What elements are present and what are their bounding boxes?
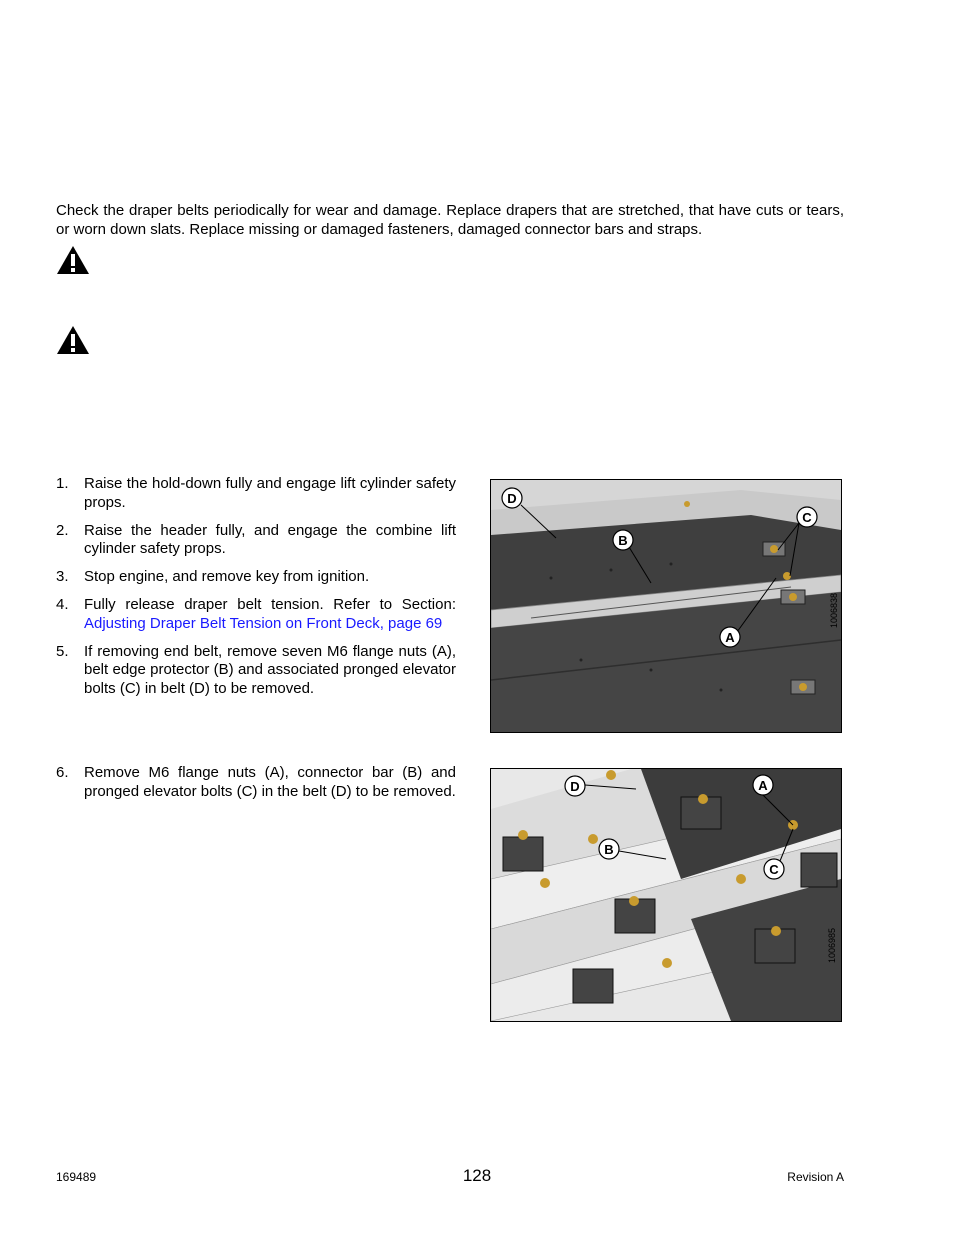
step-item	[56, 568, 456, 587]
figure-number: 1006985	[827, 927, 837, 963]
callout-d: D	[507, 491, 517, 506]
step-text: Raise the hold-down fully and engage lift cylinder safety props.	[84, 475, 456, 511]
procedure-steps-6	[56, 764, 456, 811]
document-number: 169489	[56, 1170, 97, 1184]
step-item	[56, 596, 456, 633]
callout-d: D	[570, 779, 580, 794]
step-number: 4.	[56, 596, 69, 613]
step-number: 5.	[56, 642, 69, 660]
warning-icon	[55, 324, 91, 356]
page-number: 128	[462, 1166, 492, 1185]
step-item	[56, 764, 456, 801]
step-item	[56, 643, 456, 699]
step-number: 1.	[56, 475, 69, 492]
step-item	[56, 475, 456, 512]
callout-b: B	[604, 842, 614, 857]
callout-a: A	[725, 630, 735, 645]
step-text: Fully release draper belt tension. Refer to Section:	[84, 596, 456, 613]
figure-end-belt	[490, 479, 842, 733]
step-text: If removing end belt, remove seven M6 flange nuts (A), belt edge protector (B) and associated pronged elevator bolts (C) in belt (D) to be removed.	[84, 642, 456, 697]
revision-label: Revision A	[787, 1170, 844, 1184]
figure-connector-bar	[490, 768, 842, 1022]
callout-c: C	[802, 510, 812, 525]
step-text: Raise the header fully, and engage the combine lift cylinder safety props.	[84, 521, 456, 557]
step-number: 2.	[56, 521, 69, 539]
figure-illustration	[491, 769, 841, 1021]
warning-icon	[55, 244, 91, 276]
callout-a: A	[758, 778, 768, 793]
step-text: Stop engine, and remove key from ignition.	[84, 568, 370, 585]
procedure-steps-1-5	[56, 475, 456, 708]
cross-reference-link[interactable]: Adjusting Draper Belt Tension on Front Deck, page 69	[84, 614, 443, 632]
step-item	[56, 522, 456, 559]
intro-paragraph: Check the draper belts periodically for wear and damage. Replace drapers that are stretched, that have cuts or tears, or worn down slats. Replace missing or damaged fasteners, damaged connector bars and straps.	[56, 202, 844, 238]
callout-b: B	[618, 533, 628, 548]
callout-c: C	[769, 862, 779, 877]
figure-illustration	[491, 480, 841, 732]
step-number: 6.	[56, 764, 69, 781]
step-text: Remove M6 flange nuts (A), connector bar (B) and pronged elevator bolts (C) in the belt (D) to be removed.	[84, 764, 456, 800]
figure-number: 1006838	[829, 592, 839, 628]
step-number: 3.	[56, 568, 69, 585]
